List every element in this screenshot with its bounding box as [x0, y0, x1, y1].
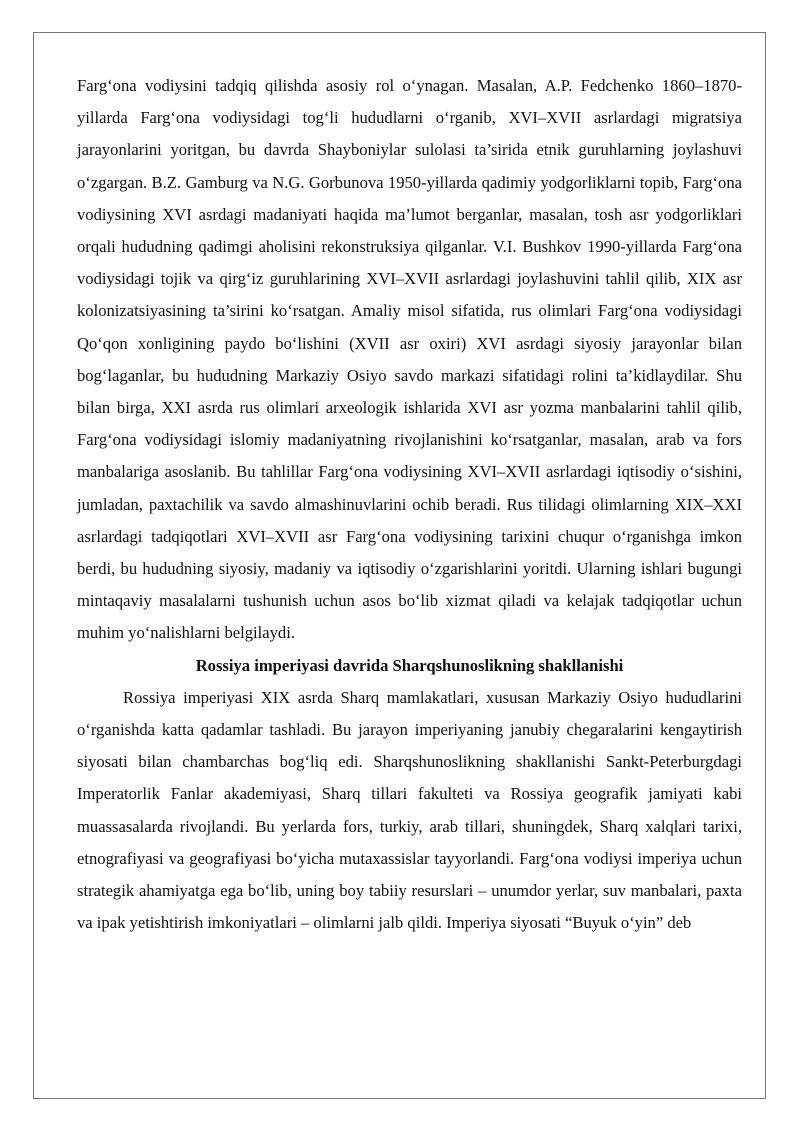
section-heading: Rossiya imperiyasi davrida Sharqshunoslikning shakllanishi [195, 655, 624, 675]
body-paragraph: Rossiya imperiyasi XIX asrda Sharq mamlakatlari, xususan Markaziy Osiyo hududlarini o‘rganishda katta qadamlar tashladi. Bu jarayon imperiyaning janubiy chegaralarini kengaytirish siyosati bilan chambarchas bog‘liq edi. Sharqshunoslikning shakllanishi Sankt-Peterburgdagi Imperatorlik Fanlar akademiyasi, Sharq tillari fakulteti va Rossiya geografik jamiyati kabi muassasalarda rivojlandi. Bu yerlarda fors, turkiy, arab tillari, shuningdek, Sharq xalqlari tarixi, etnografiyasi va geografiyasi bo‘yicha mutaxassislar tayyorlandi. Farg‘ona vodiysi imperiya uchun strategik ahamiyatga ega bo‘lib, uning boy tabiiy resurslari – unumdor yerlar, suv manbalari, paxta va ipak yetishtirish imkoniyatlari – olimlarni jalb qildi. Imperiya siyosati “Buyuk o‘yin” deb [77, 687, 742, 933]
document-body [77, 70, 742, 939]
body-paragraph: Farg‘ona vodiysini tadqiq qilishda asosiy rol o‘ynagan. Masalan, A.P. Fedchenko 1860–1870-yillarda Farg‘ona vodiysidagi tog‘li hududlarni o‘rganib, XVI–XVII asrlardagi migratsiya jarayonlarini yoritgan, bu davrda Shayboniylar sulolasi ta’sirida etnik guruhlarning joylashuvi o‘zgargan. B.Z. Gamburg va N.G. Gorbunova 1950-yillarda qadimiy yodgorliklarni topib, Farg‘ona vodiysining XVI asrdagi madaniyati haqida ma’lumot berganlar, masalan, tosh asr yodgorliklari orqali hududning qadimgi aholisini rekonstruksiya qilganlar. V.I. Bushkov 1990-yillarda Farg‘ona vodiysidagi tojik va qirg‘iz guruhlarining XVI–XVII asrlardagi joylashuvini tahlil qilib, XIX asr kolonizatsiyasining ta’sirini ko‘rsatgan. Amaliy misol sifatida, rus olimlari Farg‘ona vodiysidagi Qo‘qon xonligining paydo bo‘lishini (XVII asr oxiri) XVI asrdagi siyosiy jarayonlar bilan bog‘laganlar, bu hududning Markaziy Osiyo savdo markazi sifatidagi rolini ta’kidlaydilar. Shu bilan birga, XXI asrda rus olimlari arxeologik ishlarida XVI asr yozma manbalarini tahlil qilib, Farg‘ona vodiysidagi islomiy madaniyatning rivojlanishini ko‘rsatganlar, masalan, arab va fors manbalariga asoslanib. Bu tahlillar Farg‘ona vodiysining XVI–XVII asrlardagi iqtisodiy o‘sishini, jumladan, paxtachilik va savdo almashinuvlarini ochib beradi. Rus tilidagi olimlarning XIX–XXI asrlardagi tadqiqotlari XVI–XVII asr Farg‘ona vodiysining tarixini chuqur o‘rganishga imkon berdi, bu hududning siyosiy, madaniy va iqtisodiy o‘zgarishlarini yoritdi. Ularning ishlari bugungi mintaqaviy masalalarni tushunish uchun asos bo‘lib xizmat qiladi va kelajak tadqiqotlar uchun muhim yo‘nalishlarni belgilaydi. [77, 76, 742, 643]
